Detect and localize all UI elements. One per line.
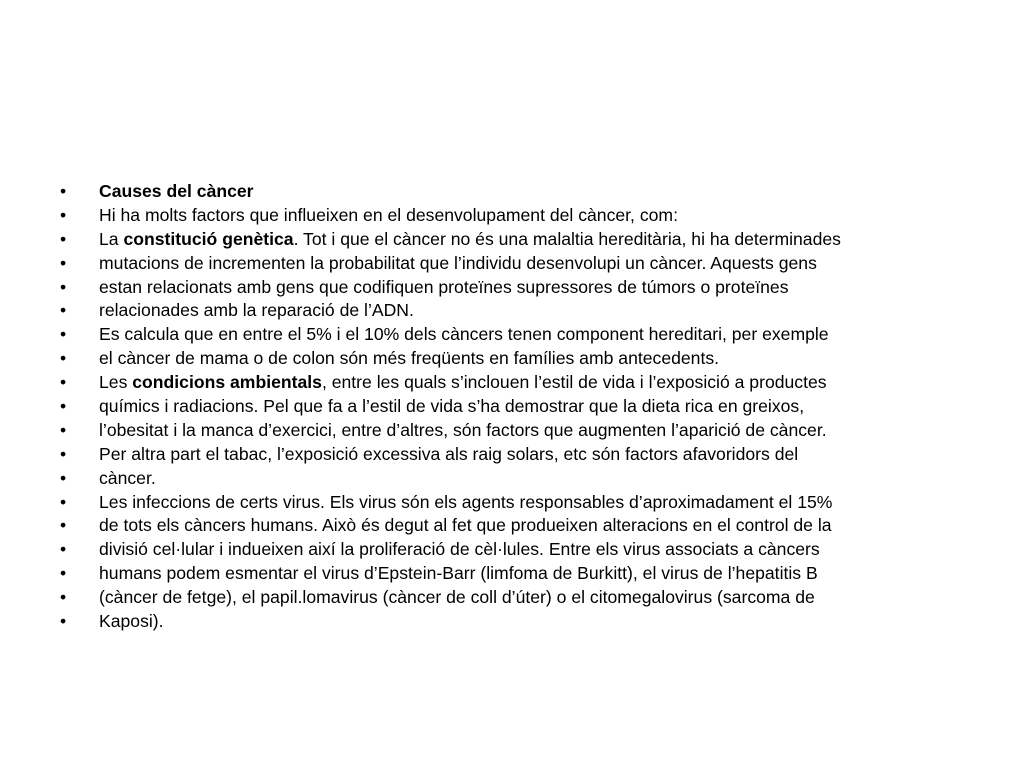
bullet-icon: • [60,587,67,608]
list-item [60,347,960,371]
bullet-icon: • [60,181,67,201]
bullet-icon: • [60,324,67,345]
line-text: relacionades amb la reparació de l’ADN. [99,300,414,321]
line-text: mutacions de incrementen la probabilitat que l’individu desenvolupi un càncer. Aquests gens [99,252,817,273]
list-item [60,180,960,204]
bullet-icon: • [60,467,67,488]
list-item [60,586,960,610]
bold-term-genetic: constitució genètica [123,228,294,249]
bullet-icon: • [60,276,67,297]
line-text-pre: La [99,228,124,249]
bullet-icon: • [60,228,67,249]
list-item [60,443,960,467]
bullet-icon: • [60,443,67,464]
list-item [60,371,960,395]
bullet-icon: • [60,204,67,225]
line-text: químics i radiacions. Pel que fa a l’estil de vida s’ha demostrar que la dieta rica en greixos, [99,396,805,417]
bold-term-environmental: condicions ambientals [132,372,322,393]
list-item [60,299,960,323]
bullet-icon: • [60,372,67,393]
list-item [60,491,960,515]
list-item [60,562,960,586]
bullet-icon: • [60,419,67,440]
list-item [60,610,960,634]
line-text: l’obesitat i la manca d’exercici, entre d’altres, són factors que augmenten l’aparició de càncer. [99,419,827,440]
line-text: Es calcula que en entre el 5% i el 10% dels càncers tenen component hereditari, per exemple [99,324,829,345]
bullet-icon: • [60,300,67,321]
line-text: de tots els càncers humans. Això és degut al fet que produeixen alteracions en el control de la [99,515,832,536]
list-item [60,419,960,443]
line-text: Hi ha molts factors que influeixen en el desenvolupament del càncer, com: [99,204,678,225]
list-item [60,467,960,491]
list-item [60,204,960,228]
line-text-pre: Les [99,372,133,393]
line-text: Les infeccions de certs virus. Els virus són els agents responsables d’aproximadament el 15% [99,491,833,512]
line-text: estan relacionats amb gens que codifiquen proteïnes supressores de túmors o proteïnes [99,276,789,297]
line-text: Kaposi). [99,611,164,632]
line-text-post: . Tot i que el càncer no és una malaltia hereditària, hi ha determinades [293,228,841,249]
line-text-post: , entre les quals s’inclouen l’estil de vida i l’exposició a productes [321,372,827,393]
list-item [60,538,960,562]
bullet-icon: • [60,491,67,512]
line-text: Per altra part el tabac, l’exposició excessiva als raig solars, etc són factors afavoridors del [99,443,799,464]
list-item [60,395,960,419]
list-item [60,228,960,252]
list-item [60,514,960,538]
bullet-icon: • [60,396,67,417]
list-item [60,252,960,276]
bullet-icon: • [60,539,67,560]
slide-heading: Causes del càncer [99,181,254,201]
bullet-icon: • [60,515,67,536]
bullet-list [60,180,960,634]
line-text: el càncer de mama o de colon són més freqüents en famílies amb antecedents. [99,348,720,369]
line-text: humans podem esmentar el virus d’Epstein-Barr (limfoma de Burkitt), el virus de l’hepatitis B [99,563,818,584]
list-item [60,276,960,300]
line-text: (càncer de fetge), el papil.lomavirus (càncer de coll d’úter) o el citomegalovirus (sarcoma de [99,587,815,608]
bullet-icon: • [60,252,67,273]
list-item [60,323,960,347]
bullet-icon: • [60,348,67,369]
line-text: divisió cel·lular i indueixen així la proliferació de cèl·lules. Entre els virus associats a càncers [99,539,820,560]
bullet-icon: • [60,563,67,584]
line-text: càncer. [99,467,156,488]
bullet-icon: • [60,611,67,632]
